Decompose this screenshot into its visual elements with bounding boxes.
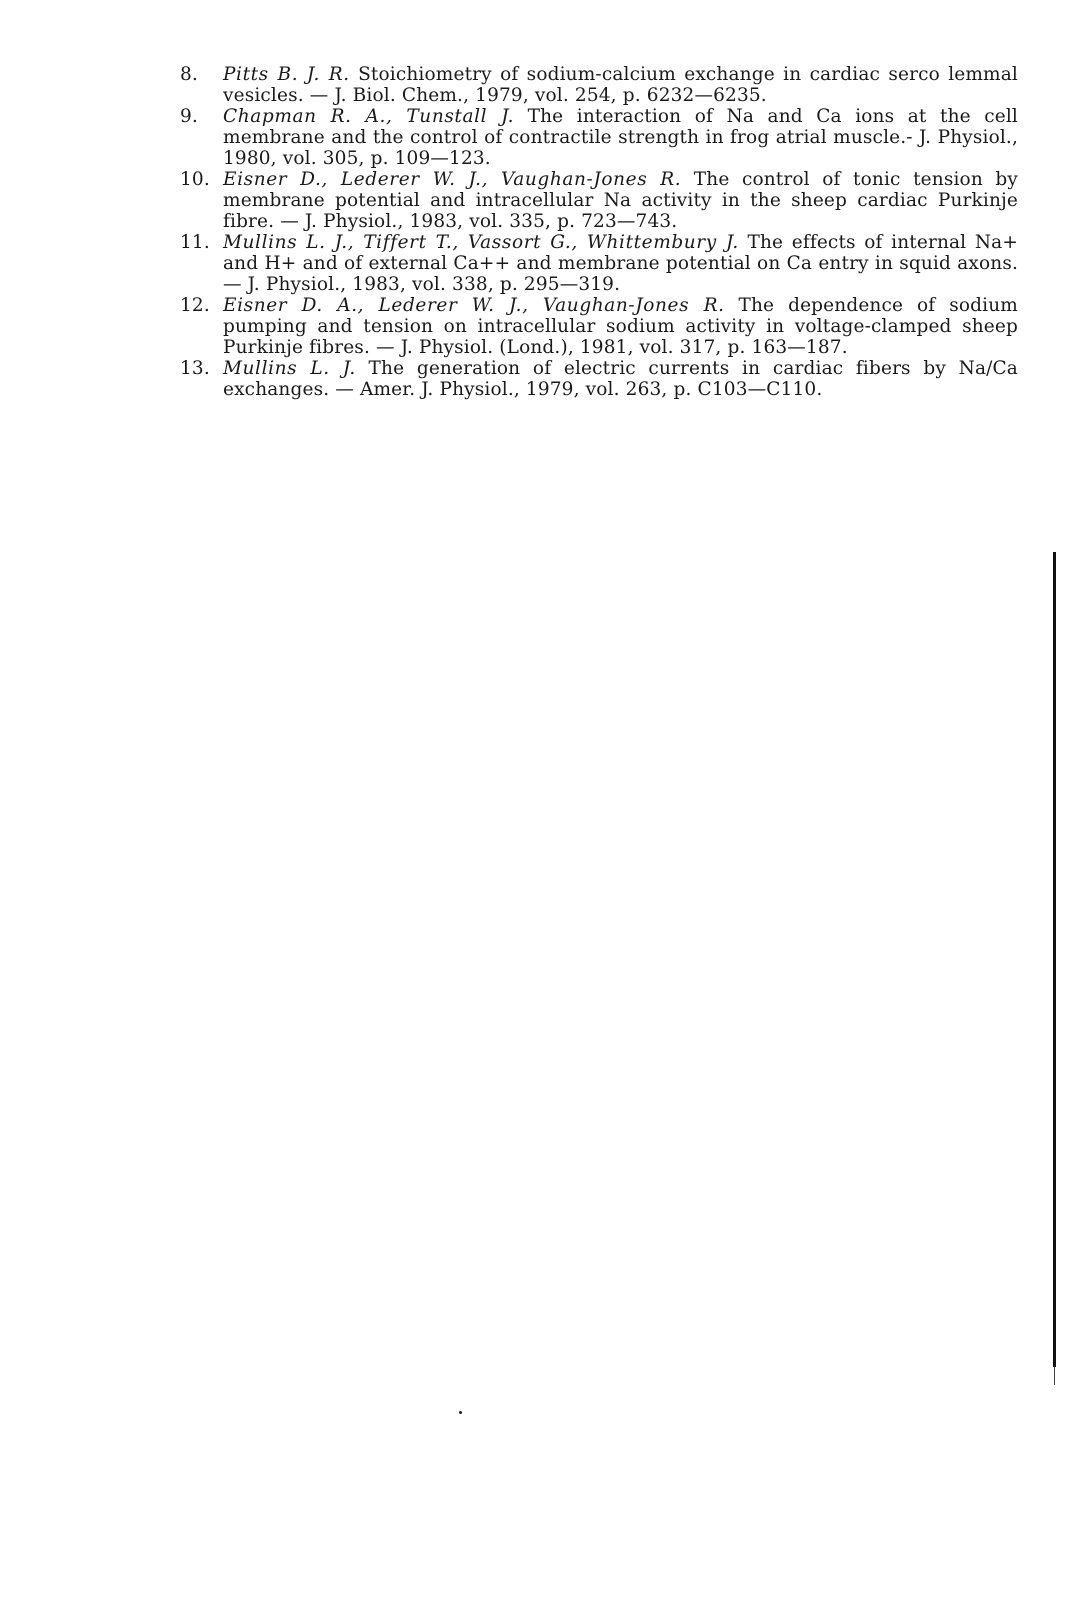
reference-item <box>180 232 1018 295</box>
reference-authors: Pitts B. J. R. <box>223 64 350 85</box>
reference-number: 8. <box>180 64 198 85</box>
reference-item <box>180 169 1018 232</box>
margin-binding-line-tail <box>1054 1367 1055 1385</box>
reference-text: The interaction of Na and Ca ions at the cell membrane and the control of contractile strength in frog atrial muscle.- J. Physiol., 1980, vol. 305, p. 109—123. <box>223 106 1018 169</box>
margin-binding-line <box>1053 552 1056 1367</box>
reference-authors: Mullins L. J. <box>223 358 356 379</box>
reference-text: The dependence of sodium pumping and tension on intracellular sodium activity in voltage-clamped sheep Purkinje fibres. — J. Physiol. (Lond.), 1981, vol. 317, p. 163—187. <box>223 295 1018 358</box>
reference-list <box>180 64 1018 400</box>
reference-authors: Mullins L. J., Tiffert T., Vassort G., Whittembury J. <box>223 232 739 253</box>
reference-text: The generation of electric currents in cardiac fibers by Na/Ca exchanges. — Amer. J. Physiol., 1979, vol. 263, p. C103—C110. <box>223 358 1018 400</box>
reference-text: Stoichiometry of sodium-calcium exchange in cardiac serco lemmal vesicles. — J. Biol. Chem., 1979, vol. 254, p. 6232—6235. <box>223 64 1018 106</box>
reference-number: 9. <box>180 106 198 127</box>
reference-text: The control of tonic tension by membrane potential and intracellular Na activity in the sheep cardiac Purkinje fibre. — J. Physiol., 1983, vol. 335, p. 723—743. <box>223 169 1018 232</box>
reference-authors: Eisner D., Lederer W. J., Vaughan-Jones R. <box>223 169 682 190</box>
reference-text: The effects of internal Na+ and H+ and of external Ca++ and membrane potential on Ca entry in squid axons. — J. Physiol., 1983, vol. 338, p. 295—319. <box>223 232 1019 295</box>
reference-item <box>180 358 1018 400</box>
reference-item <box>180 106 1018 169</box>
reference-authors: Eisner D. A., Lederer W. J., Vaughan-Jones R. <box>223 295 725 316</box>
reference-number: 10. <box>180 169 210 190</box>
reference-item <box>180 295 1018 358</box>
reference-number: 12. <box>180 295 210 316</box>
reference-number: 13. <box>180 358 210 379</box>
reference-authors: Chapman R. A., Tunstall J. <box>223 106 515 127</box>
reference-item <box>180 64 1018 106</box>
reference-number: 11. <box>180 232 210 253</box>
scan-speck <box>459 1411 462 1414</box>
